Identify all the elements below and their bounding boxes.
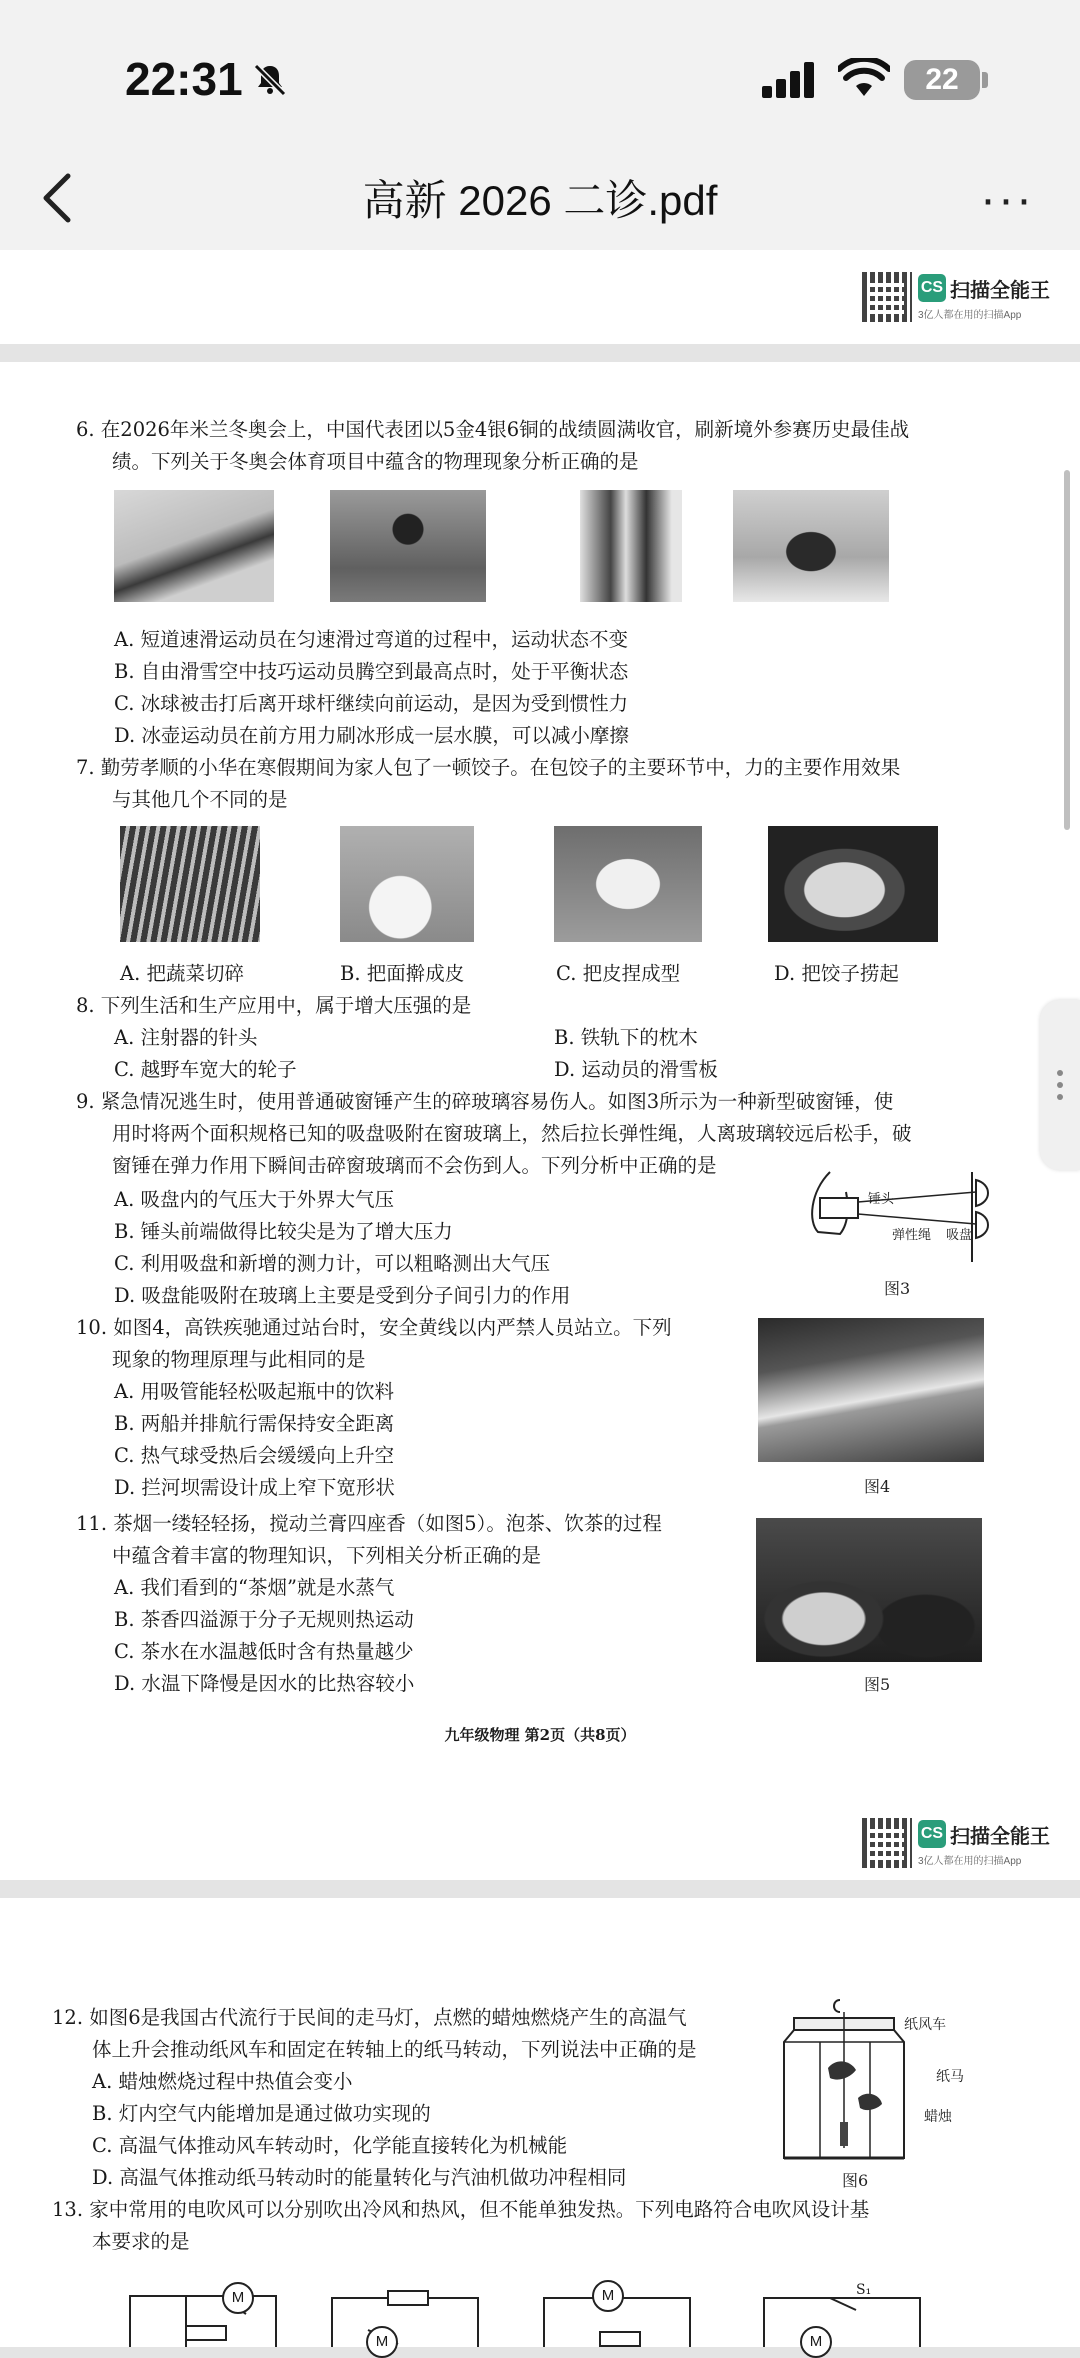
q12-line1: 12. 如图6是我国古代流行于民间的走马灯，点燃的蜡烛燃烧产生的高温气 — [52, 2006, 687, 2029]
q12-option-a: A. 蜡烛燃烧过程中热值会变小 — [92, 2070, 353, 2093]
q13-line1: 13. 家中常用的电吹风可以分别吹出冷风和热风，但不能单独发热。下列电路符合电吹风设计基 — [52, 2198, 870, 2221]
freestyle-skiing-photo — [330, 490, 486, 602]
q12-option-d: D. 高温气体推动纸马转动时的能量转化与汽油机做功冲程相同 — [92, 2166, 627, 2189]
shaping-dumpling-photo — [554, 826, 702, 942]
q6-option-c: C. 冰球被击打后离开球杆继续向前运动，是因为受到惯性力 — [114, 692, 629, 715]
q6-option-a: A. 短道速滑运动员在匀速滑过弯道的过程中，运动状态不变 — [114, 628, 628, 651]
q12-option-b: B. 灯内空气内能增加是通过做功实现的 — [92, 2102, 431, 2125]
q8-option-a: A. 注射器的针头 — [114, 1026, 258, 1049]
wifi-icon — [838, 58, 890, 98]
fig3-label-hammer: 锤头 — [868, 1192, 895, 1207]
q7-option-c: C. 把皮捏成型 — [556, 962, 681, 985]
q9-line3: 窗锤在弹力作用下瞬间击碎窗玻璃而不会伤到人。下列分析中正确的是 — [112, 1154, 717, 1177]
q7-option-d: D. 把饺子捞起 — [774, 962, 899, 985]
status-time: 22:31 — [125, 53, 243, 105]
rolling-dough-photo — [340, 826, 474, 942]
cutting-vegetables-photo — [120, 826, 260, 942]
watermark-subtitle: 3亿人都在用的扫描App — [918, 310, 1022, 321]
fig3-label-rope: 弹性绳 — [892, 1228, 932, 1243]
scooping-dumpling-photo — [768, 826, 938, 942]
speed-skating-photo — [114, 490, 274, 602]
handle-dot — [1057, 1070, 1063, 1076]
motor-symbol-b: M — [366, 2326, 398, 2358]
q8-option-b: B. 铁轨下的枕木 — [554, 1026, 698, 1049]
bell-muted-icon — [250, 60, 290, 100]
circuit-d-diagram — [760, 2290, 930, 2347]
q10-line2: 现象的物理原理与此相同的是 — [112, 1348, 366, 1371]
battery-tip — [982, 72, 988, 88]
q9-option-b: B. 锤头前端做得比较尖是为了增大压力 — [114, 1220, 453, 1243]
q11-line2: 中蕴含着丰富的物理知识，下列相关分析正确的是 — [112, 1544, 542, 1567]
camscanner-logo-icon: CS — [918, 1820, 946, 1848]
fig4-caption: 图4 — [864, 1477, 891, 1496]
fig6-label-horse: 纸马 — [936, 2069, 964, 2085]
nav-bar — [0, 150, 1080, 250]
q7-option-a: A. 把蔬菜切碎 — [120, 962, 244, 985]
circuit-a-diagram — [126, 2280, 286, 2347]
page-footer: 九年级物理 第2页（共8页） — [444, 1726, 636, 1744]
circuit-b-diagram — [328, 2290, 488, 2347]
q11-option-b: B. 茶香四溢源于分子无规则热运动 — [114, 1608, 414, 1631]
scanner-watermark — [862, 272, 1052, 324]
qr-code-icon — [862, 272, 912, 322]
handle-dot — [1057, 1094, 1063, 1100]
q13-line2: 本要求的是 — [92, 2230, 190, 2253]
scanner-watermark-bottom — [862, 1818, 1052, 1870]
q9-option-c: C. 利用吸盘和新增的测力计，可以粗略测出大气压 — [114, 1252, 551, 1275]
q8-option-c: C. 越野车宽大的轮子 — [114, 1058, 297, 1081]
q10-line1: 10. 如图4，高铁疾驰通过站台时，安全黄线以内严禁人员站立。下列 — [76, 1316, 672, 1339]
document-title: 高新 2026 二诊.pdf — [362, 177, 718, 224]
q6-line2: 绩。下列关于冬奥会体育项目中蕴含的物理现象分析正确的是 — [112, 450, 639, 473]
q7-option-b: B. 把面擀成皮 — [340, 962, 465, 985]
handle-dot — [1057, 1082, 1063, 1088]
fig6-caption: 图6 — [842, 2171, 869, 2190]
pdf-page-2 — [0, 362, 1080, 1880]
watermark-name: 扫描全能王 — [950, 1826, 1050, 1848]
q10-option-d: D. 拦河坝需设计成上窄下宽形状 — [114, 1476, 395, 1499]
q11-option-d: D. 水温下降慢是因水的比热容较小 — [114, 1672, 415, 1695]
switch-s1-label: S₁ — [856, 2282, 872, 2298]
q9-line2: 用时将两个面积规格已知的吸盘吸附在窗玻璃上，然后拉长弹性绳，人离玻璃较远后松手，破 — [112, 1122, 912, 1145]
fig5-caption: 图5 — [864, 1675, 891, 1694]
q7-line2: 与其他几个不同的是 — [112, 788, 288, 811]
curling-photo — [733, 490, 889, 602]
fig6-label-candle: 蜡烛 — [924, 2109, 952, 2125]
q6-line1: 6. 在2026年米兰冬奥会上，中国代表团以5金4银6铜的战绩圆满收官，刷新境外参赛历史最佳战 — [76, 418, 910, 441]
motor-symbol-d: M — [800, 2326, 832, 2358]
window-breaker-diagram — [800, 1162, 990, 1272]
q9-option-d: D. 吸盘能吸附在玻璃上主要是受到分子间引力的作用 — [114, 1284, 571, 1307]
q7-line1: 7. 勤劳孝顺的小华在寒假期间为家人包了一顿饺子。在包饺子的主要环节中，力的主要作用效果 — [76, 756, 901, 779]
q12-line2: 体上升会推动纸风车和固定在转轴上的纸马转动，下列说法中正确的是 — [92, 2038, 697, 2061]
q11-line1: 11. 茶烟一缕轻轻扬，搅动兰膏四座香（如图5）。泡茶、饮茶的过程 — [76, 1512, 662, 1535]
watermark-name: 扫描全能王 — [950, 280, 1050, 302]
ice-hockey-photo — [580, 490, 682, 602]
fig6-label-windmill: 纸风车 — [904, 2017, 946, 2033]
cellular-signal-icon — [762, 62, 820, 98]
pdf-page-previous — [0, 250, 1080, 344]
camscanner-logo-icon: CS — [918, 274, 946, 302]
q10-option-c: C. 热气球受热后会缓缓向上升空 — [114, 1444, 395, 1467]
fig3-caption: 图3 — [884, 1279, 911, 1298]
q6-option-b: B. 自由滑雪空中技巧运动员腾空到最高点时，处于平衡状态 — [114, 660, 629, 683]
scrollbar[interactable] — [1064, 470, 1070, 830]
q8-option-d: D. 运动员的滑雪板 — [554, 1058, 718, 1081]
q11-option-a: A. 我们看到的“茶烟”就是水蒸气 — [114, 1576, 395, 1599]
side-drag-handle[interactable] — [1040, 1000, 1080, 1170]
battery-icon: 22 — [904, 60, 980, 100]
pdf-page-3 — [0, 1898, 1080, 2350]
q9-line1: 9. 紧急情况逃生时，使用普通破窗锤产生的碎玻璃容易伤人。如图3所示为一种新型破窗锤，使 — [76, 1090, 894, 1113]
motor-symbol-c: M — [592, 2280, 624, 2312]
more-menu-button[interactable]: ··· — [980, 173, 1034, 226]
high-speed-train-photo — [758, 1318, 984, 1462]
q9-option-a: A. 吸盘内的气压大于外界大气压 — [114, 1188, 394, 1211]
qr-code-icon — [862, 1818, 912, 1868]
watermark-subtitle: 3亿人都在用的扫描App — [918, 1856, 1022, 1867]
q10-option-b: B. 两船并排航行需保持安全距离 — [114, 1412, 395, 1435]
q10-option-a: A. 用吸管能轻松吸起瓶中的饮料 — [114, 1380, 394, 1403]
tea-photo — [756, 1518, 982, 1662]
q6-option-d: D. 冰壶运动员在前方用力刷冰形成一层水膜，可以减小摩擦 — [114, 724, 629, 747]
trotting-lantern-diagram — [780, 1998, 910, 2164]
fig3-label-cup: 吸盘 — [946, 1228, 973, 1243]
motor-symbol-a: M — [222, 2282, 254, 2314]
q12-option-c: C. 高温气体推动风车转动时，化学能直接转化为机械能 — [92, 2134, 568, 2157]
status-bar — [0, 0, 1080, 160]
q8-line1: 8. 下列生活和生产应用中，属于增大压强的是 — [76, 994, 472, 1017]
q11-option-c: C. 茶水在水温越低时含有热量越少 — [114, 1640, 414, 1663]
